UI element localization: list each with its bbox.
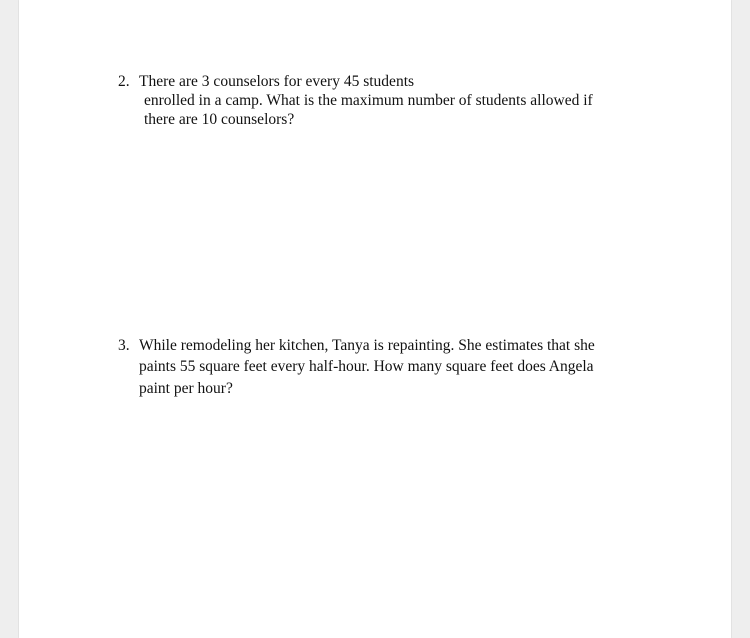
question-text-line: There are 3 counselors for every 45 students [139,73,415,90]
document-page [19,0,731,638]
question-number: 2. [118,73,130,90]
question-text-line: paints 55 square feet every half-hour. How many square feet does Angela [139,358,594,375]
question-text-line: While remodeling her kitchen, Tanya is repainting. She estimates that she [139,337,595,354]
question-number: 3. [118,337,130,354]
question-text-line: there are 10 counselors? [144,111,295,128]
question-text-line: paint per hour? [139,380,233,397]
question-text-line: enrolled in a camp. What is the maximum number of students allowed if [144,92,593,109]
